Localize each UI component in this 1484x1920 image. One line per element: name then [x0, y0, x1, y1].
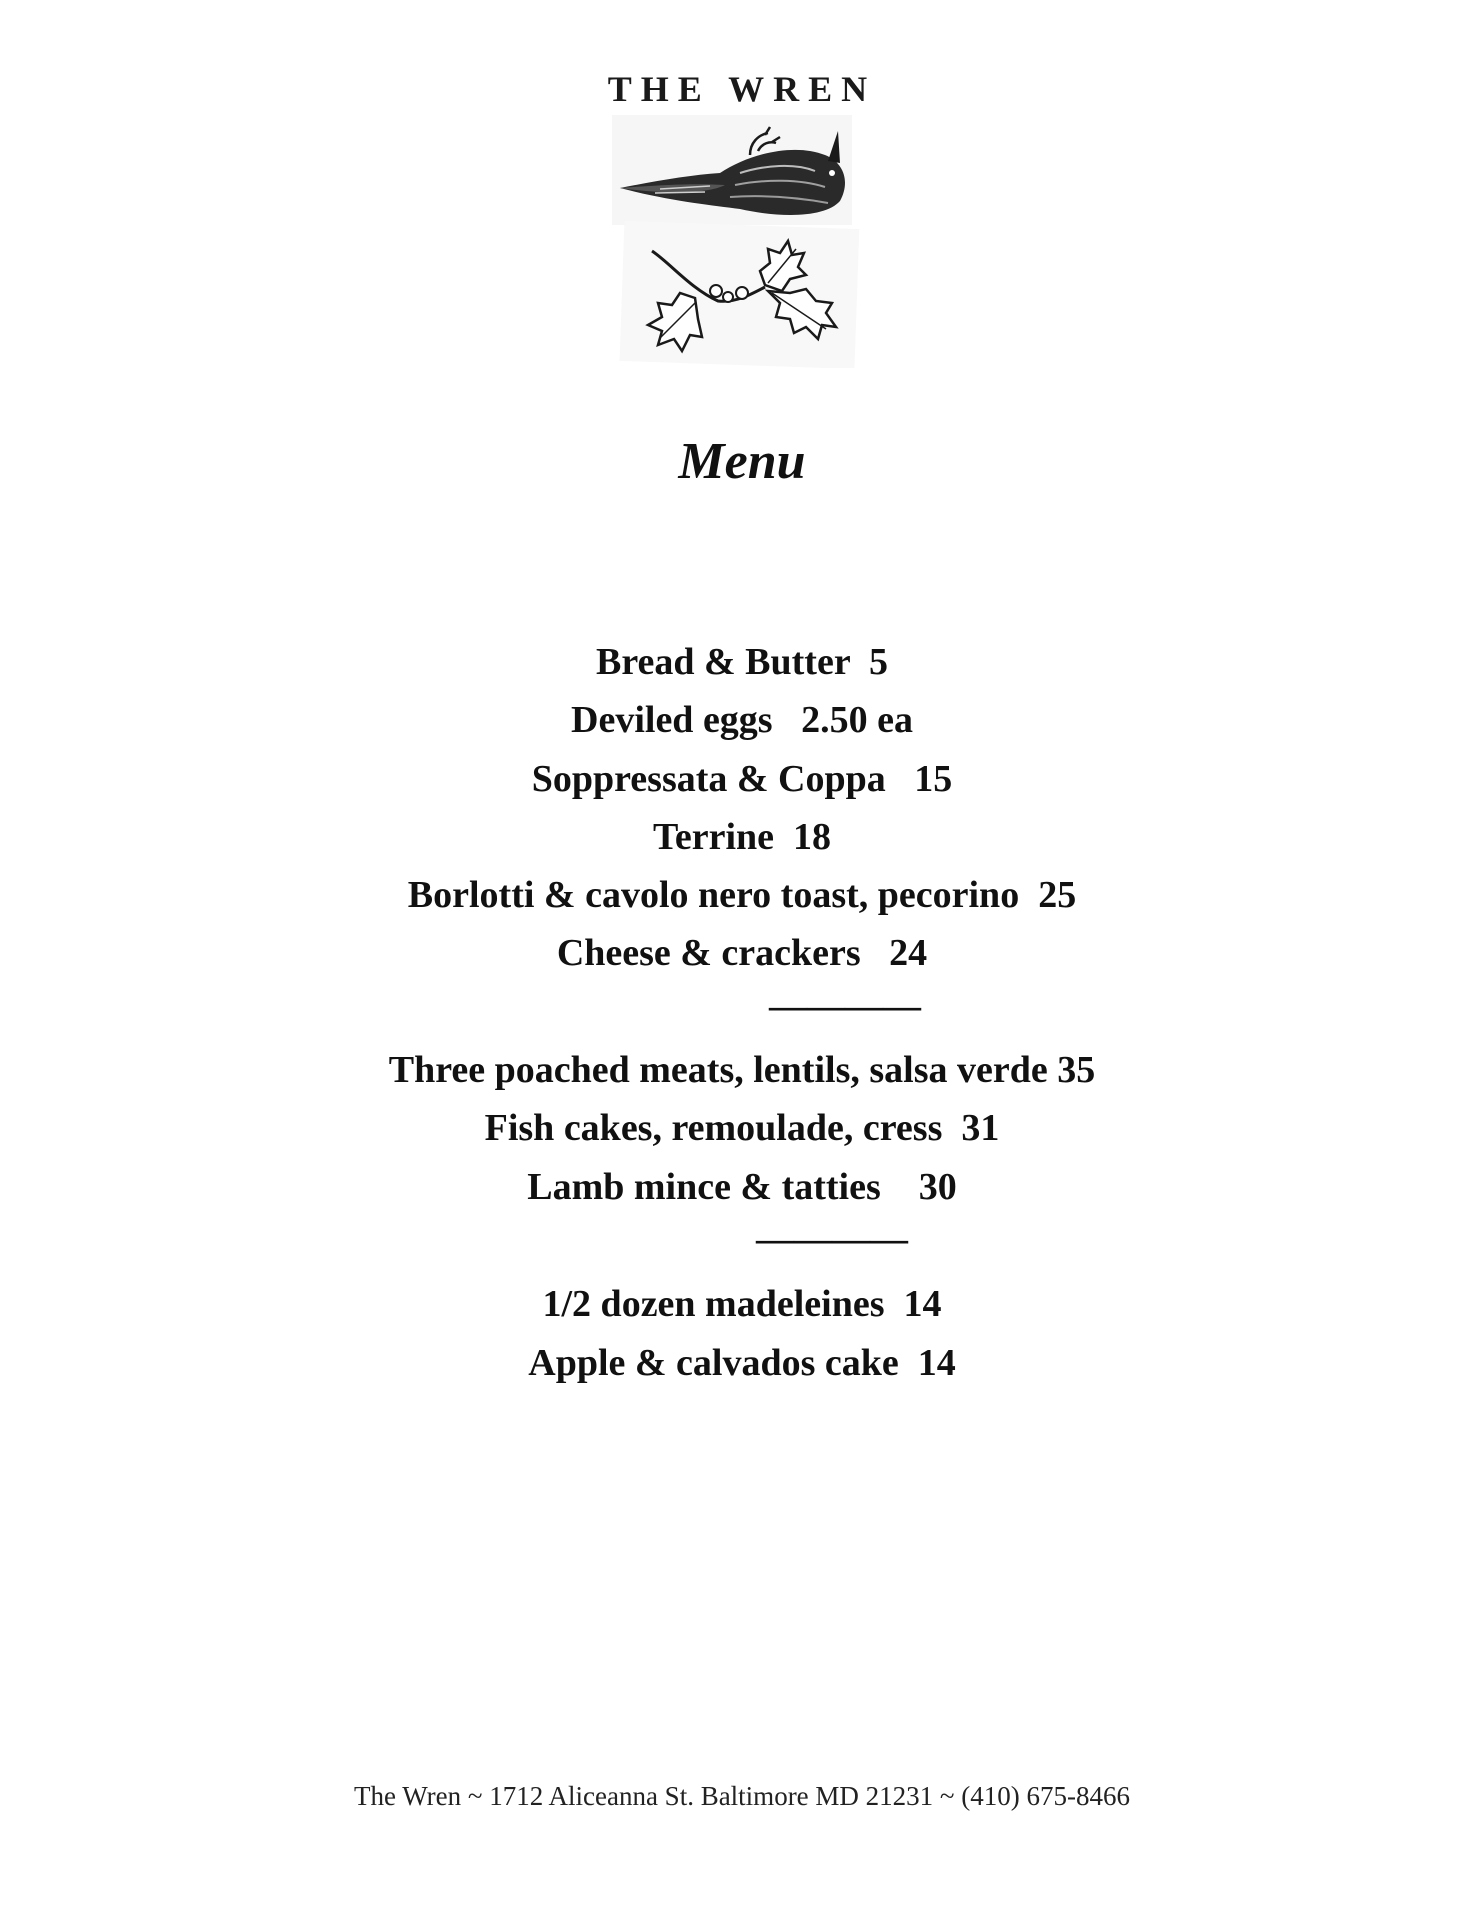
menu-item: Three poached meats, lentils, salsa verde 35	[388, 1049, 1096, 1091]
menu-item: Borlotti & cavolo nero toast, pecorino 25	[407, 874, 1077, 916]
menu-item: Soppressata & Coppa 15	[531, 758, 953, 800]
menu-item: Bread & Butter 5	[595, 641, 888, 683]
menu-title: Menu	[678, 433, 806, 490]
menu-item: Fish cakes, remoulade, cress 31	[484, 1107, 1000, 1149]
menu-item: Lamb mince & tatties 30	[527, 1166, 957, 1208]
menu-item: Apple & calvados cake 14	[528, 1342, 956, 1384]
menu-item: Deviled eggs 2.50 ea	[571, 699, 913, 741]
menu-item: Terrine 18	[652, 816, 831, 858]
restaurant-name: THE WREN	[607, 69, 877, 109]
menu-item: 1/2 dozen madeleines 14	[542, 1283, 942, 1325]
section-divider: ————	[769, 985, 921, 1027]
menu-item: Cheese & crackers 24	[556, 932, 928, 974]
footer-address: The Wren ~ 1712 Aliceanna St. Baltimore MD 21231 ~ (410) 675-8466	[354, 1781, 1130, 1811]
section-divider: ————	[756, 1218, 908, 1260]
